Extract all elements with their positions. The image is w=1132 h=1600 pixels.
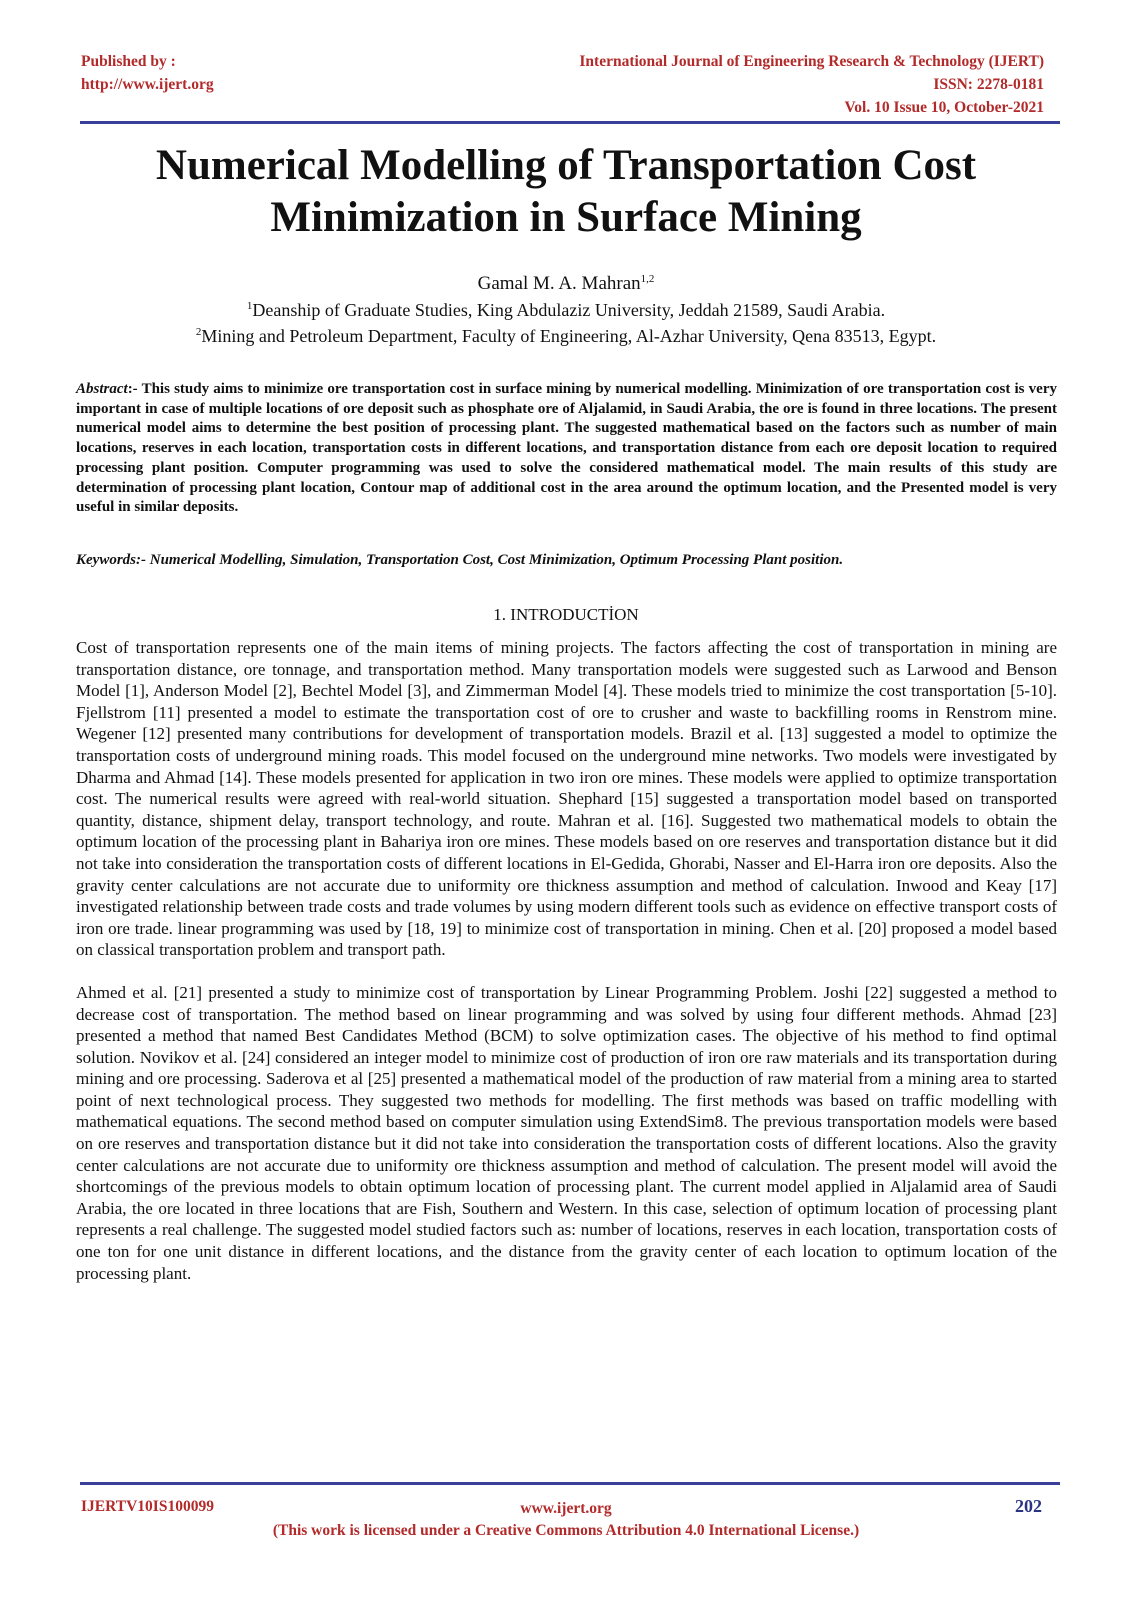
affiliation-1: Deanship of Graduate Studies, King Abdulaziz University, Jeddah 21589, Saudi Arabia. — [252, 300, 886, 320]
affiliation-2-sup: 2 — [195, 326, 202, 338]
author-name-sup: 1,2 — [640, 273, 655, 285]
keywords: Keywords:- Numerical Modelling, Simulation, Transportation Cost, Cost Minimization, Optimum Processing Plant position. — [76, 552, 844, 568]
journal-issn: ISSN: 2278-0181 — [933, 76, 1044, 93]
journal-name: International Journal of Engineering Research & Technology (IJERT) — [579, 53, 1044, 70]
title-line-1: Numerical Modelling of Transportation Cost — [155, 142, 977, 189]
abstract-text: This study aims to minimize ore transportation cost in surface mining by numerical modelling. Minimization of ore transportation cost is very important in case of multiple locations of ore deposit such as phosphate ore of Aljalamid, in Saudi Arabia, the ore is found in three locations. The present numerical model aims to determine the best position of processing plant. The suggested mathematical based on the factors such as number of main locations, reserves in each location, transportation costs in different locations, and transportation distance from each ore deposit location to required processing plant position. Computer programming was used to solve the considered mathematical model. The main results of this study are determination of processing plant location, Contour map of additional cost in the area around the optimum location, and the Presented model is very useful in similar deposits. — [76, 381, 1057, 516]
page-number: 202 — [1015, 1496, 1042, 1516]
journal-block — [579, 50, 1044, 119]
body-text — [76, 637, 1057, 1305]
footer-center — [70, 1498, 1062, 1542]
abstract-label: Abstract — [76, 381, 128, 397]
abstract-sep: :- — [127, 381, 142, 397]
affiliation-2: Mining and Petroleum Department, Faculty of Engineering, Al-Azhar University, Qena 83513, Egypt. — [201, 326, 937, 346]
publisher-block — [81, 50, 214, 96]
header-rule — [80, 121, 1060, 124]
publisher-url[interactable]: http://www.ijert.org — [81, 76, 214, 93]
paragraph-1: Cost of transportation represents one of the main items of mining projects. The factors affecting the cost of transportation in mining are transportation distance, ore tonnage, and transportation method. Many transportation models were suggested such as Larwood and Benson Model [1], Anderson Model [2], Bechtel Model [3], and Zimmerman Model [4]. These models tried to minimize the cost transportation [5-10]. Fjellstrom [11] presented a model to estimate the transportation cost of ore to crusher and waste to backfilling rooms in Renstrom mine. Wegener [12] presented many contributions for development of transportation models. Brazil et al. [13] suggested a model to optimize the transportation costs of underground mining roads. This model focused on the underground mine networks. Two models were investigated by Dharma and Ahmad [14]. These models presented for application in two iron ore mines. These models were applied to optimize transportation cost. The numerical results were agreed with real-world situation. Shephard [15] suggested a transportation model based on transported quantity, distance, shipment delay, transport technology, and route. Mahran et al. [16]. Suggested two mathematical models to obtain the optimum location of the processing plant in Bahariya iron ore mines. These models based on ore reserves and transportation distance but it did not take into consideration the transportation costs of different locations in El-Gedida, Ghorabi, Nasser and El-Harra iron ore deposits. Also the gravity center calculations are not accurate due to uniformity ore thickness assumption and method of calculation. Inwood and Keay [17] investigated relationship between trade costs and trade volumes by using modern different tools such as evidence on effective transport costs of iron ore trade. linear programming was used by [18, 19] to minimize cost of transportation in mining. Chen et al. [20] proposed a model based on classical transportation problem and transport path. — [76, 638, 1057, 960]
section-heading: 1. INTRODUCTİON — [493, 605, 639, 624]
abstract — [76, 380, 1057, 518]
paragraph-2: Ahmed et al. [21] presented a study to minimize cost of transportation by Linear Programming Problem. Joshi [22] suggested a method to decrease cost of transportation. The method based on linear programming and was solved by using four different methods. Ahmad [23] presented a method that named Best Candidates Method (BCM) to solve optimization cases. The objective of his method to find optimal solution. Novikov et al. [24] considered an integer model to minimize cost of production of iron ore raw materials and its transportation during mining and ore processing. Saderova et al [25] presented a mathematical model of the production of raw material from a mining area to started point of next technological process. They suggested two methods for modelling. The first methods was based on traffic modelling with mathematical equations. The second method based on computer simulation using ExtendSim8. The previous transportation models were based on ore reserves and transportation distance but it did not take into consideration the transportation costs of different locations. Also the gravity center calculations are not accurate due to uniformity ore thickness assumption and method of calculation. The present model will avoid the shortcomings of the previous models to obtain optimum location of processing plant. The current model applied in Aljalamid area of Saudi Arabia, the ore located in three locations that are Fish, Southern and Western. In this case, selection of optimum location of processing plant represents a real challenge. The suggested model studied factors such as: number of locations, reserves in each location, transportation costs of one ton for one unit distance in different locations, and the distance from the gravity center of each location to optimum location of the processing plant. — [76, 982, 1057, 1283]
affiliation-1-sup: 1 — [246, 300, 253, 312]
title-line-2: Minimization in Surface Mining — [270, 194, 862, 241]
published-by-label: Published by : — [81, 53, 176, 70]
author-name: Gamal M. A. Mahran — [477, 273, 641, 294]
paper-title — [70, 140, 1062, 244]
article-code: IJERTV10IS100099 — [81, 1498, 214, 1515]
license-note: (This work is licensed under a Creative Commons Attribution 4.0 International License.) — [272, 1522, 860, 1539]
footer-rule — [80, 1482, 1060, 1485]
journal-volume: Vol. 10 Issue 10, October-2021 — [844, 99, 1044, 116]
author-block — [70, 268, 1062, 347]
footer-url[interactable]: www.ijert.org — [520, 1500, 612, 1517]
